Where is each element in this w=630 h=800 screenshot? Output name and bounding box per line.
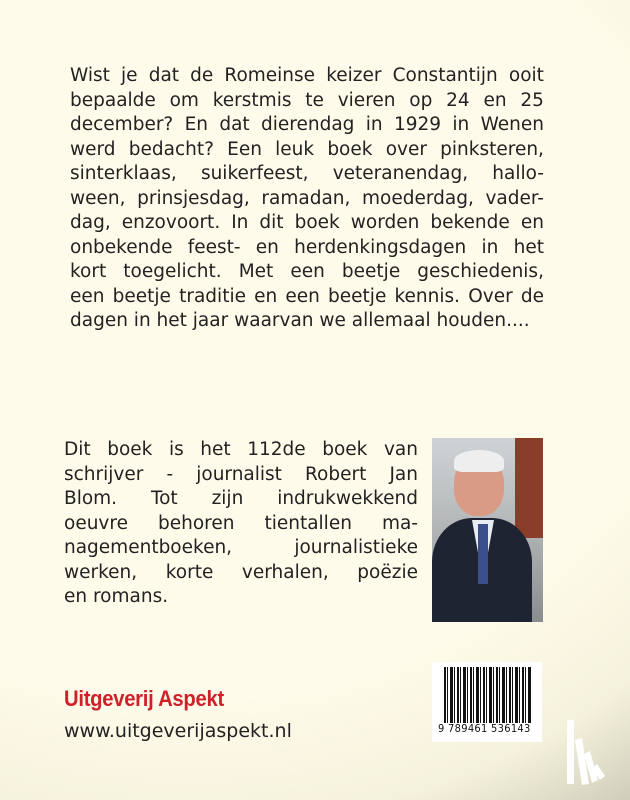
publisher-logo-icon [565, 718, 605, 788]
publisher-name: Uitgeverij Aspekt [64, 686, 224, 711]
blurb-line: december? En dat dierendag in 1929 in Wenen [70, 114, 544, 135]
publisher-url: www.uitgeverijaspekt.nl [64, 720, 292, 742]
bio-line: Blom. Tot zijn indrukwekkend [64, 488, 418, 509]
blurb [70, 64, 544, 334]
blurb-line: dag, enzovoort. In dit boek worden bekende en [70, 212, 544, 233]
blurb-line: bepaalde om kerstmis te vieren op 24 en 25 [70, 89, 544, 111]
barcode-bars [444, 667, 532, 723]
author-bio [64, 438, 418, 610]
bio-line: nagementboeken, journalistieke [64, 537, 418, 558]
blurb-line: sinterklaas, suikerfeest, veteranendag, hallo- [70, 163, 544, 184]
bio-line: schrijver - journalist Robert Jan [64, 463, 418, 485]
blurb-line: werd bedacht? Een leuk boek over pinksteren, [70, 138, 544, 160]
blurb-line: een beetje traditie en een beetje kennis. Over de [70, 285, 544, 307]
bio-line: werken, korte verhalen, poëzie [64, 561, 418, 583]
blurb-line: onbekende feest- en herdenkingsdagen in het [70, 236, 544, 258]
blurb-line: Wist je dat de Romeinse keizer Constantijn ooit [70, 65, 544, 86]
bio-line: oeuvre behoren tientallen ma- [64, 512, 418, 534]
bio-line: en romans. [64, 586, 169, 607]
blurb-line: kort toegelicht. Met een beetje geschiedenis, [70, 261, 544, 282]
bio-line: Dit boek is het 112de boek van [64, 439, 418, 460]
blurb-line: ween, prinsjesdag, ramadan, moederdag, vader- [70, 187, 544, 209]
isbn-barcode [432, 662, 542, 742]
author-photo [432, 438, 543, 622]
blurb-line: dagen in het jaar waarvan we allemaal houden.... [70, 310, 530, 331]
isbn-number: 9 789461 536143 [438, 722, 531, 735]
